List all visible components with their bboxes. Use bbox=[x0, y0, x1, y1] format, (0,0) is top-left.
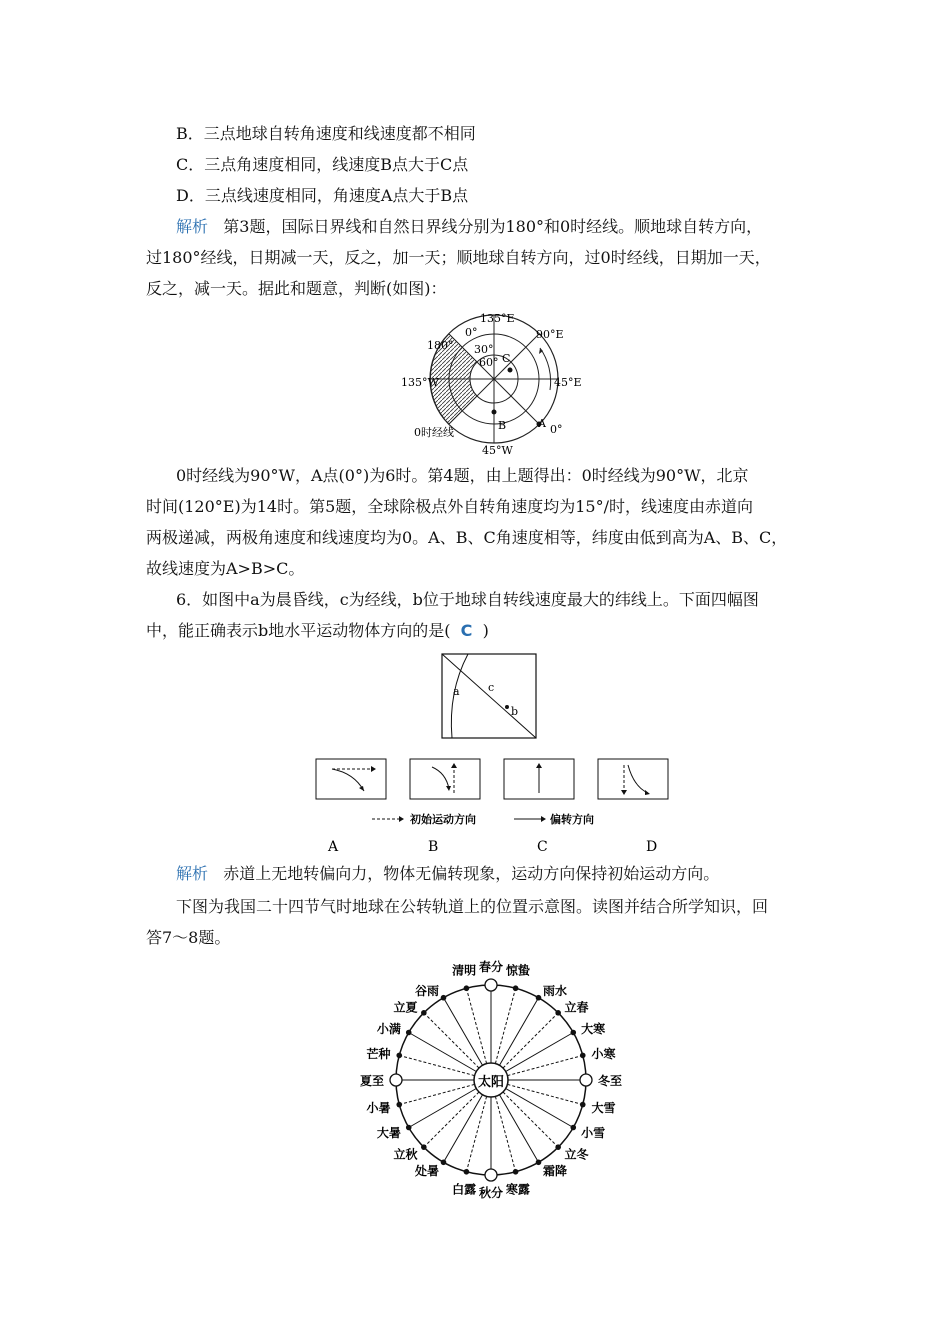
label-30: 30° bbox=[474, 343, 494, 356]
option-d: D．三点线速度相同，角速度A点大于B点 bbox=[176, 186, 469, 205]
orbit-spoke bbox=[424, 1013, 479, 1068]
label-0-bottom: 0° bbox=[550, 423, 563, 436]
label-135e: 135°E bbox=[480, 312, 515, 325]
orbit-spoke bbox=[424, 1092, 479, 1147]
earth-position-marker bbox=[396, 1102, 402, 1108]
deflection-figure bbox=[440, 652, 540, 742]
earth-position-marker bbox=[580, 1102, 586, 1108]
solar-term-label: 立夏 bbox=[393, 1000, 418, 1015]
orbit-spoke bbox=[500, 998, 539, 1066]
analysis-label: 解析 bbox=[176, 864, 209, 883]
label-a: A bbox=[538, 417, 546, 430]
solar-term-label: 立冬 bbox=[564, 1147, 589, 1162]
solar-term-label: 清明 bbox=[452, 963, 477, 978]
label-90e: 90°E bbox=[536, 328, 564, 341]
solar-term-label: 谷雨 bbox=[414, 983, 439, 998]
analysis-text: 第3题，国际日界线和自然日界线分别为180°和0时经线。顺地球自转方向， bbox=[223, 217, 763, 236]
analysis-text: 赤道上无地转偏向力，物体无偏转现象，运动方向保持初始运动方向。 bbox=[223, 864, 720, 883]
solar-term-label: 冬至 bbox=[598, 1074, 623, 1088]
orbit-spoke bbox=[506, 1033, 574, 1072]
label-b: B bbox=[498, 419, 507, 432]
orbit-spoke bbox=[503, 1092, 558, 1147]
earth-position-marker bbox=[464, 985, 470, 991]
solar-term-label: 芒种 bbox=[366, 1047, 391, 1062]
earth-position-marker bbox=[441, 1159, 447, 1165]
analysis-paragraph-1 bbox=[176, 217, 762, 237]
solar-terms-diagram bbox=[340, 960, 640, 1210]
earth-position-marker bbox=[464, 1169, 470, 1175]
solar-term-label: 小满 bbox=[376, 1022, 401, 1036]
earth-position-marker bbox=[406, 1030, 412, 1036]
point-b bbox=[492, 410, 497, 415]
earth-position-marker bbox=[570, 1030, 576, 1036]
label-60: 60° bbox=[479, 356, 499, 369]
label-c: C bbox=[502, 352, 511, 365]
solar-term-label: 小寒 bbox=[591, 1047, 616, 1062]
earth-position-marker bbox=[390, 1074, 402, 1086]
orbit-spoke bbox=[507, 1084, 582, 1104]
option-label-a: A bbox=[328, 839, 339, 855]
earth-position-marker bbox=[555, 1010, 561, 1016]
orbit-spoke bbox=[409, 1033, 477, 1072]
solar-term-label: 惊蛰 bbox=[505, 963, 530, 978]
orbit-spoke bbox=[507, 1055, 582, 1075]
orbit-spoke bbox=[495, 988, 515, 1063]
earth-position-marker bbox=[421, 1144, 427, 1150]
solar-term-label: 立秋 bbox=[393, 1147, 418, 1162]
orbit-spoke bbox=[500, 1095, 539, 1163]
solar-term-label: 大雪 bbox=[591, 1100, 616, 1115]
analysis-p2-line-3: 两极递减，两极角速度和线速度均为0。A、B、C角速度相等，纬度由低到高为A、B、C， bbox=[146, 528, 788, 547]
label-c: c bbox=[488, 681, 495, 694]
earth-position-marker bbox=[441, 995, 447, 1001]
orbit-spoke bbox=[503, 1013, 558, 1068]
polar-diagram bbox=[390, 308, 590, 458]
option-label-c: C bbox=[537, 839, 548, 855]
earth-position-marker bbox=[485, 979, 497, 991]
option-box-d bbox=[598, 759, 668, 799]
question-6-text: 中，能正确表示b地水平运动物体方向的是( bbox=[146, 621, 451, 640]
solar-term-label: 小雪 bbox=[581, 1126, 606, 1140]
legend-arrow-icon bbox=[399, 816, 404, 822]
earth-position-marker bbox=[396, 1053, 402, 1059]
question-6-line-1: 6．如图中a为晨昏线，c为经线，b位于地球自转线速度最大的纬线上。下面四幅图 bbox=[176, 590, 759, 609]
orbit-spoke bbox=[409, 1089, 477, 1128]
analysis-p2-line-4: 故线速度为A>B>C。 bbox=[146, 559, 305, 578]
analysis-paragraph-3 bbox=[176, 864, 719, 884]
intro-line-2: 答7～8题。 bbox=[146, 928, 231, 947]
earth-position-marker bbox=[536, 995, 542, 1001]
label-135w: 135°W bbox=[401, 376, 439, 389]
orbit-spoke bbox=[399, 1055, 474, 1075]
orbit-spoke bbox=[466, 988, 486, 1063]
earth-position-marker bbox=[421, 1010, 427, 1016]
earth-position-marker bbox=[513, 1169, 519, 1175]
orbit-spoke bbox=[466, 1096, 486, 1171]
label-0-top: 0° bbox=[465, 326, 478, 339]
point-b bbox=[505, 705, 509, 709]
analysis-label: 解析 bbox=[176, 217, 209, 236]
intro-line-1: 下图为我国二十四节气时地球在公转轨道上的位置示意图。读图并结合所学知识，回 bbox=[176, 897, 769, 916]
orbit-spoke bbox=[399, 1084, 474, 1104]
solar-term-label: 白露 bbox=[452, 1182, 477, 1197]
solar-term-label: 雨水 bbox=[543, 983, 568, 998]
earth-position-marker bbox=[406, 1125, 412, 1131]
earth-position-marker bbox=[536, 1159, 542, 1165]
option-c: C．三点角速度相同，线速度B点大于C点 bbox=[176, 155, 469, 174]
answer-letter: C bbox=[460, 621, 473, 640]
earth-position-marker bbox=[555, 1144, 561, 1150]
option-box-b bbox=[410, 759, 480, 799]
earth-position-marker bbox=[580, 1074, 592, 1086]
label-0-meridian: 0时经线 bbox=[414, 426, 454, 439]
label-180: 180° bbox=[427, 339, 454, 352]
option-box-a bbox=[316, 759, 386, 799]
solar-term-label: 大暑 bbox=[376, 1126, 401, 1140]
option-label-b: B bbox=[428, 839, 439, 855]
solar-term-label: 霜降 bbox=[543, 1164, 568, 1179]
label-45e: 45°E bbox=[554, 376, 582, 389]
earth-position-marker bbox=[513, 985, 519, 991]
legend-arrow-icon bbox=[541, 816, 546, 822]
orbit-spoke bbox=[444, 1095, 483, 1163]
solar-term-label: 立春 bbox=[564, 1000, 589, 1015]
option-boxes bbox=[310, 755, 680, 855]
rotation-arrow bbox=[540, 348, 551, 390]
orbit-spoke bbox=[444, 998, 483, 1066]
label-b: b bbox=[511, 705, 519, 718]
option-box-c bbox=[504, 759, 574, 799]
label-a: a bbox=[453, 685, 460, 698]
sun-label: 太阳 bbox=[477, 1075, 505, 1090]
legend-deflect-label: 偏转方向 bbox=[550, 813, 594, 826]
label-45w: 45°W bbox=[482, 444, 513, 457]
question-6-close: ) bbox=[482, 621, 489, 640]
point-c bbox=[508, 368, 513, 373]
analysis-p2-line-1: 0时经线为90°W，A点(0°)为6时。第4题，由上题得出：0时经线为90°W，北京 bbox=[176, 466, 749, 485]
option-b: B．三点地球自转角速度和线速度都不相同 bbox=[176, 124, 476, 143]
analysis-p2-line-2: 时间(120°E)为14时。第5题，全球除极点外自转角速度均为15°/时，线速度由赤道向 bbox=[146, 497, 753, 516]
earth-position-marker bbox=[580, 1053, 586, 1059]
solar-term-label: 寒露 bbox=[505, 1182, 530, 1197]
solar-term-label: 秋分 bbox=[478, 1186, 504, 1200]
analysis-line-3: 反之，减一天。据此和题意，判断(如图)： bbox=[146, 279, 447, 298]
analysis-line-2: 过180°经线，日期减一天，反之，加一天；顺地球自转方向，过0时经线，日期加一天， bbox=[146, 248, 771, 267]
orbit-spoke bbox=[495, 1096, 515, 1171]
legend-initial-label: 初始运动方向 bbox=[410, 813, 476, 826]
orbit-spoke bbox=[506, 1089, 574, 1128]
question-6-line-2 bbox=[146, 621, 489, 641]
solar-term-label: 夏至 bbox=[359, 1074, 384, 1088]
solar-term-label: 春分 bbox=[478, 960, 504, 974]
solar-term-label: 处暑 bbox=[414, 1164, 439, 1179]
solar-term-label: 大寒 bbox=[581, 1022, 606, 1036]
earth-position-marker bbox=[485, 1169, 497, 1181]
solar-term-label: 小暑 bbox=[366, 1100, 391, 1115]
earth-position-marker bbox=[570, 1125, 576, 1131]
option-label-d: D bbox=[646, 839, 658, 855]
